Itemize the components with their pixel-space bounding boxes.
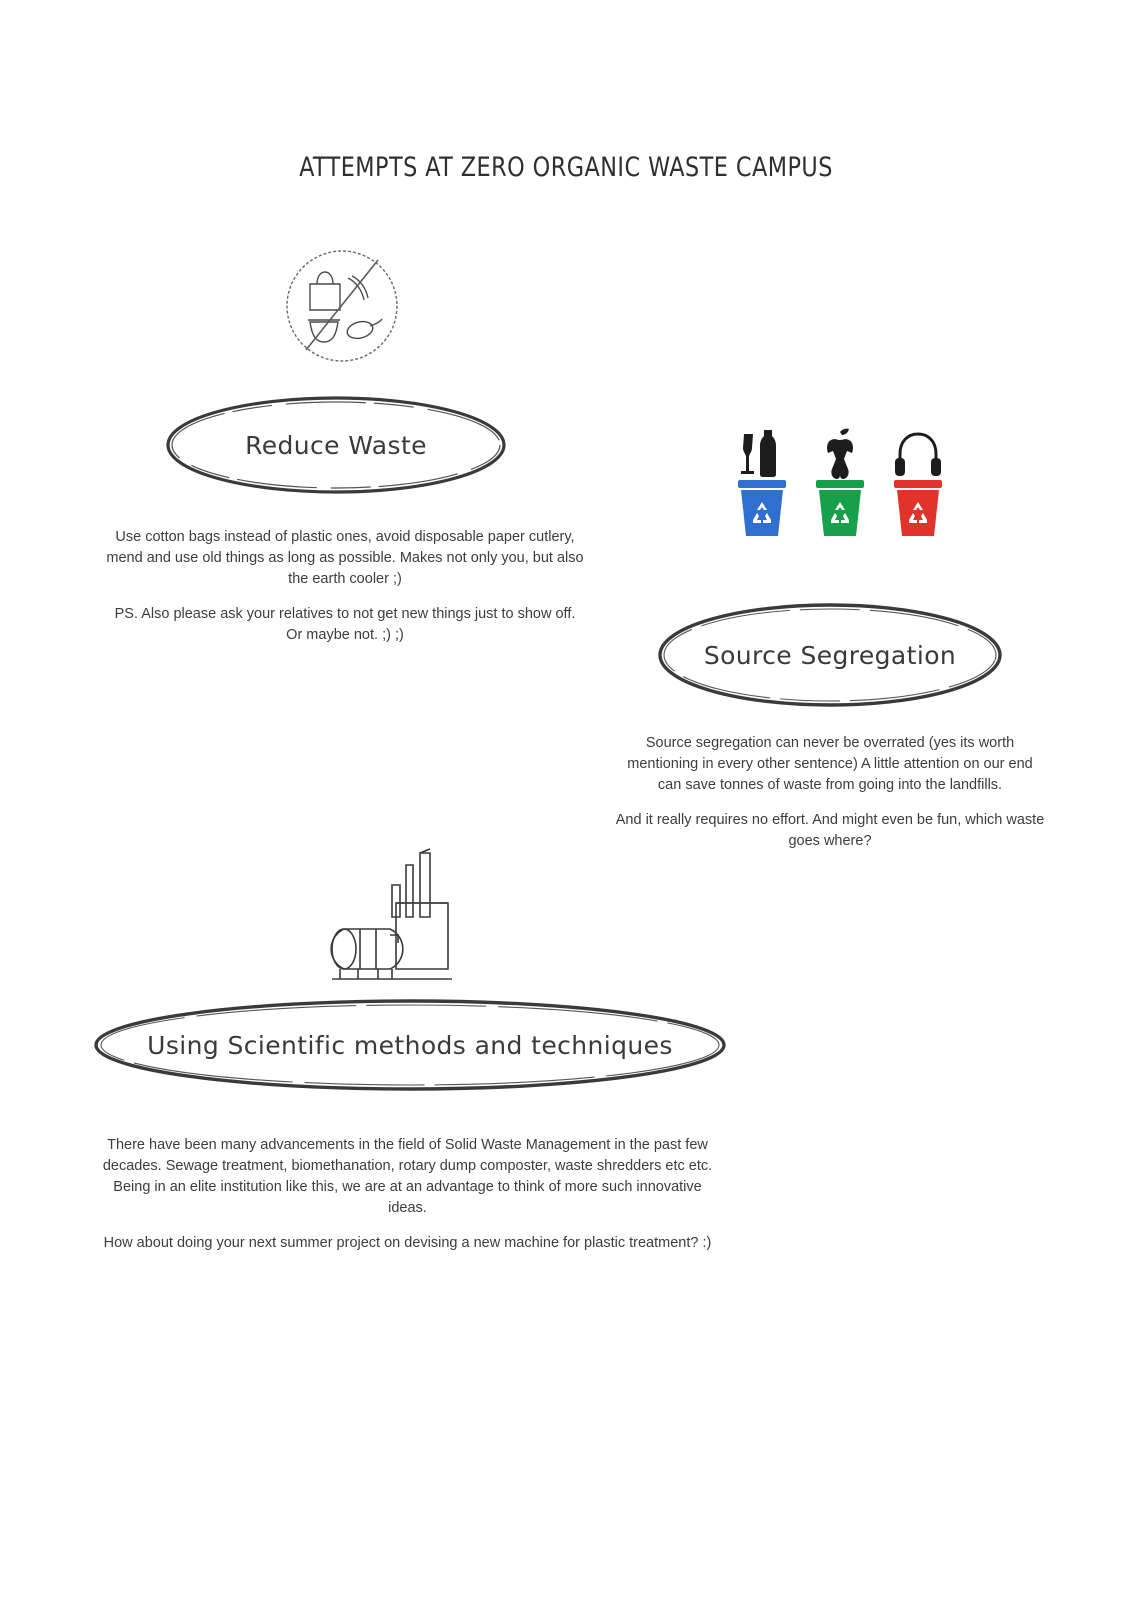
bubble-source-segregation bbox=[655, 600, 1005, 710]
no-plastic-bag-icon bbox=[282, 246, 402, 371]
scientific-methods-text bbox=[95, 1135, 720, 1254]
reduce-waste-text bbox=[105, 527, 585, 646]
bin-body bbox=[735, 480, 789, 538]
paragraph: How about doing your next summer project on devising a new machine for plastic treatment? :) bbox=[103, 1235, 712, 1252]
bin-body bbox=[813, 480, 867, 538]
wine-glass-and-bottle-icon bbox=[738, 428, 786, 480]
paragraph: There have been many advancements in the field of Solid Waste Management in the past few decades. Sewage treatment, biomethanation, rotary dump composter, waste shredders etc etc. Being in an elite institution like this, we are at an advantage to think of more such innovative ideas. bbox=[102, 1137, 713, 1217]
paragraph: PS. Also please ask your relatives to not get new things just to show off. Or maybe not. ;) ;) bbox=[114, 606, 576, 644]
section-heading: Source Segregation bbox=[703, 640, 957, 670]
source-segregation-text bbox=[615, 733, 1045, 852]
bubble-reduce-waste bbox=[160, 392, 512, 498]
organic-waste-bin bbox=[813, 428, 867, 538]
bubble-scientific-methods bbox=[90, 996, 730, 1094]
bin-body bbox=[891, 480, 945, 538]
page-title: ATTEMPTS AT ZERO ORGANIC WASTE CAMPUS bbox=[299, 152, 833, 183]
paragraph: Source segregation can never be overrated (yes its worth mentioning in every other sentence) A little attention on our end can save tonnes of waste from going into the landfills. bbox=[627, 735, 1033, 794]
e-waste-bin bbox=[891, 428, 945, 538]
section-heading: Reduce Waste bbox=[245, 430, 427, 460]
paragraph: And it really requires no effort. And might even be fun, which waste goes where? bbox=[615, 812, 1045, 850]
treatment-plant-icon bbox=[330, 845, 480, 985]
glass-bottle-bin bbox=[735, 428, 789, 538]
paragraph: Use cotton bags instead of plastic ones, avoid disposable paper cutlery, mend and use old things as long as possible. Makes not only you, but also the earth cooler ;) bbox=[106, 529, 584, 588]
headphones-icon bbox=[893, 428, 943, 480]
recycling-bins-icon bbox=[735, 428, 945, 538]
section-heading: Using Scientific methods and techniques bbox=[147, 1030, 673, 1060]
apple-core-icon bbox=[820, 428, 860, 480]
